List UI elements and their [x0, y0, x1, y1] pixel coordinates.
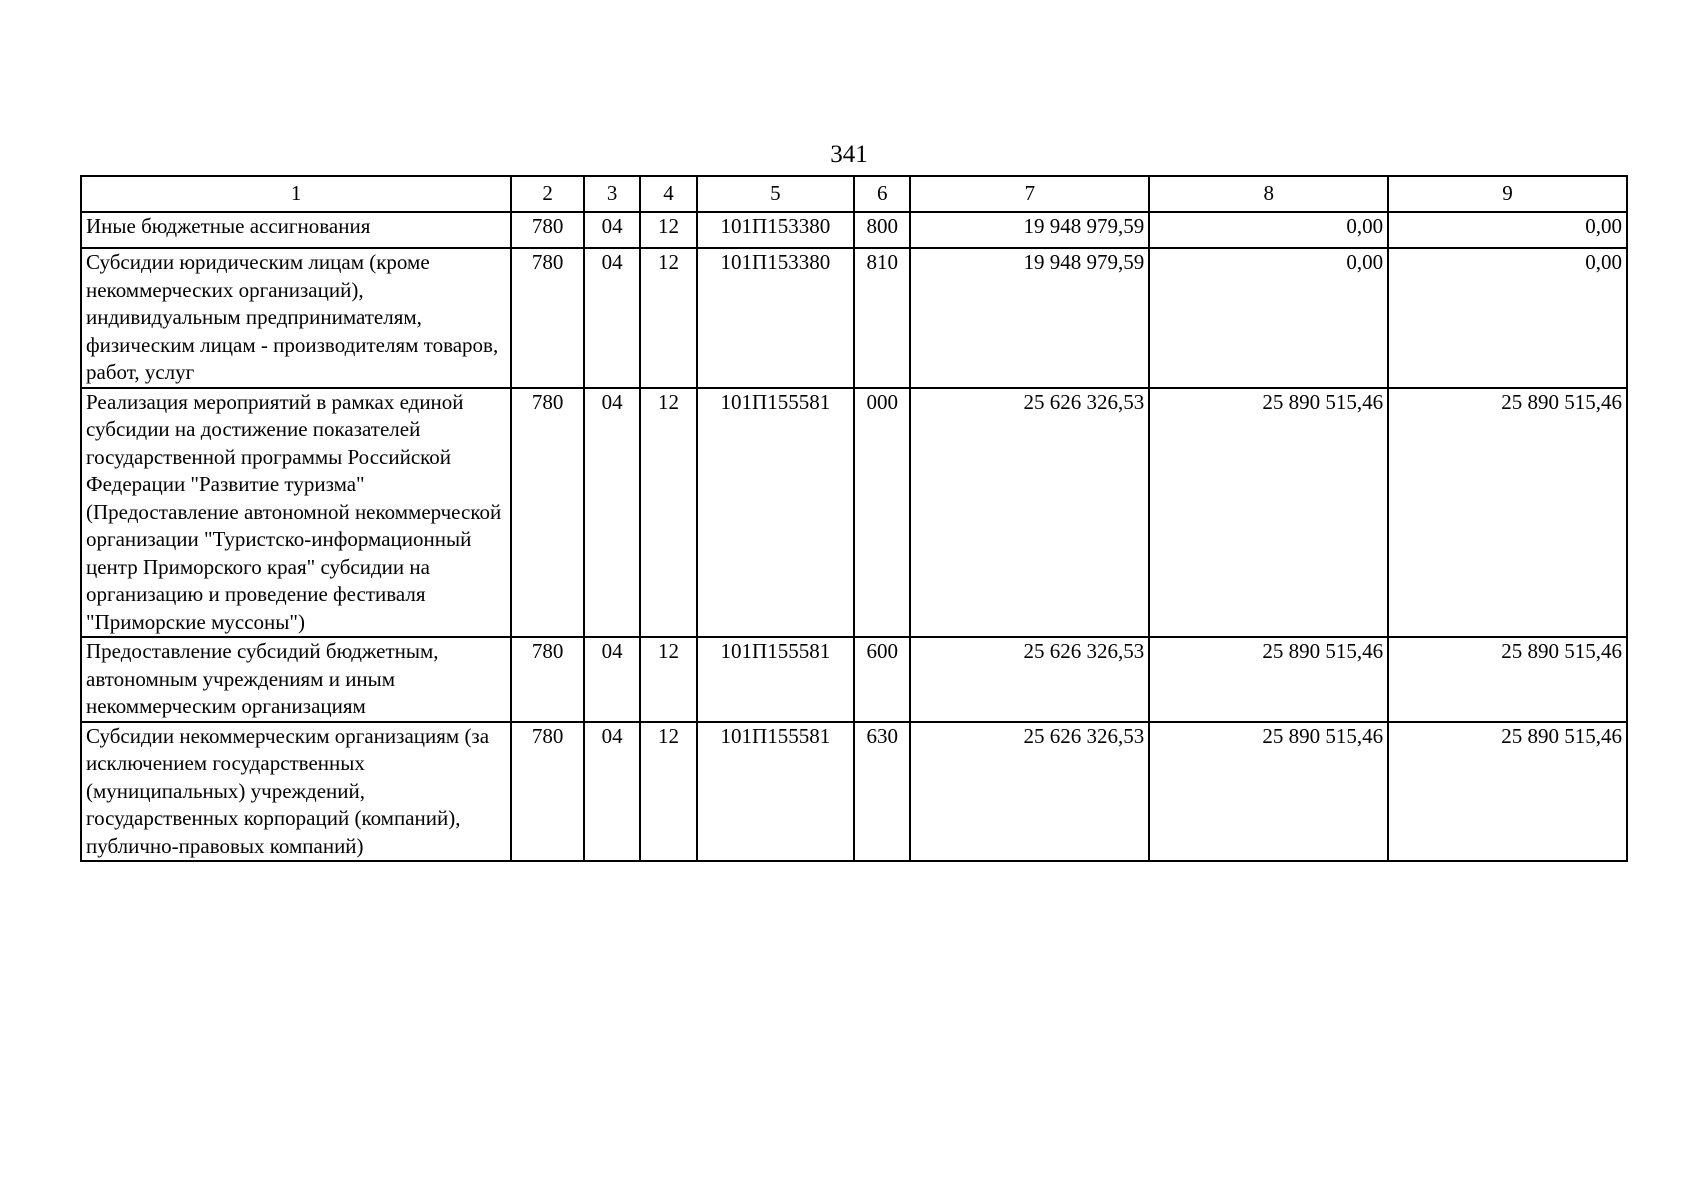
section-code: 04 [584, 722, 640, 862]
target-article-code: 101П153380 [697, 248, 854, 388]
row-name: Иные бюджетные ассигнования [81, 212, 511, 248]
amount-col-9: 25 890 515,46 [1388, 637, 1627, 722]
amount-col-9: 0,00 [1388, 212, 1627, 248]
row-name: Предоставление субсидий бюджетным, автономным учреждениям и иным некоммерческим организациям [81, 637, 511, 722]
column-header: 3 [584, 176, 640, 212]
amount-col-7: 19 948 979,59 [910, 212, 1149, 248]
table-header-row [81, 176, 1627, 212]
column-header: 5 [697, 176, 854, 212]
ministry-code: 780 [511, 212, 584, 248]
subsection-code: 12 [640, 212, 696, 248]
column-header: 4 [640, 176, 696, 212]
table-row [81, 248, 1627, 388]
row-name: Субсидии юридическим лицам (кроме некоммерческих организаций), индивидуальным предпринимателям, физическим лицам - производителям товаров, работ, услуг [81, 248, 511, 388]
ministry-code: 780 [511, 722, 584, 862]
amount-col-8: 25 890 515,46 [1149, 388, 1388, 638]
amount-col-7: 25 626 326,53 [910, 722, 1149, 862]
amount-col-7: 25 626 326,53 [910, 388, 1149, 638]
expense-type-code: 800 [854, 212, 910, 248]
expense-type-code: 810 [854, 248, 910, 388]
expense-type-code: 000 [854, 388, 910, 638]
target-article-code: 101П155581 [697, 722, 854, 862]
row-name: Реализация мероприятий в рамках единой субсидии на достижение показателей государственной программы Российской Федерации "Развитие туризма" (Предоставление автономной некоммерческой организации "Туристско-информационный центр Приморского края" субсидии на организацию и проведение фестиваля "Приморские муссоны") [81, 388, 511, 638]
amount-col-8: 0,00 [1149, 212, 1388, 248]
section-code: 04 [584, 388, 640, 638]
section-code: 04 [584, 637, 640, 722]
table-row [81, 722, 1627, 862]
target-article-code: 101П155581 [697, 388, 854, 638]
column-header: 2 [511, 176, 584, 212]
column-header: 7 [910, 176, 1149, 212]
ministry-code: 780 [511, 388, 584, 638]
expense-type-code: 600 [854, 637, 910, 722]
column-header: 6 [854, 176, 910, 212]
section-code: 04 [584, 248, 640, 388]
column-header: 1 [81, 176, 511, 212]
column-header: 8 [1149, 176, 1388, 212]
ministry-code: 780 [511, 248, 584, 388]
amount-col-9: 25 890 515,46 [1388, 388, 1627, 638]
amount-col-9: 0,00 [1388, 248, 1627, 388]
table-row [81, 212, 1627, 248]
subsection-code: 12 [640, 722, 696, 862]
amount-col-8: 25 890 515,46 [1149, 637, 1388, 722]
subsection-code: 12 [640, 637, 696, 722]
subsection-code: 12 [640, 388, 696, 638]
amount-col-8: 0,00 [1149, 248, 1388, 388]
ministry-code: 780 [511, 637, 584, 722]
amount-col-7: 19 948 979,59 [910, 248, 1149, 388]
table-row [81, 388, 1627, 638]
target-article-code: 101П153380 [697, 212, 854, 248]
amount-col-9: 25 890 515,46 [1388, 722, 1627, 862]
section-code: 04 [584, 212, 640, 248]
column-header: 9 [1388, 176, 1627, 212]
page-number: 341 [830, 141, 868, 168]
budget-table [80, 175, 1628, 862]
target-article-code: 101П155581 [697, 637, 854, 722]
table-row [81, 637, 1627, 722]
amount-col-8: 25 890 515,46 [1149, 722, 1388, 862]
amount-col-7: 25 626 326,53 [910, 637, 1149, 722]
row-name: Субсидии некоммерческим организациям (за исключением государственных (муниципальных) учреждений, государственных корпораций (компаний), публично-правовых компаний) [81, 722, 511, 862]
expense-type-code: 630 [854, 722, 910, 862]
subsection-code: 12 [640, 248, 696, 388]
